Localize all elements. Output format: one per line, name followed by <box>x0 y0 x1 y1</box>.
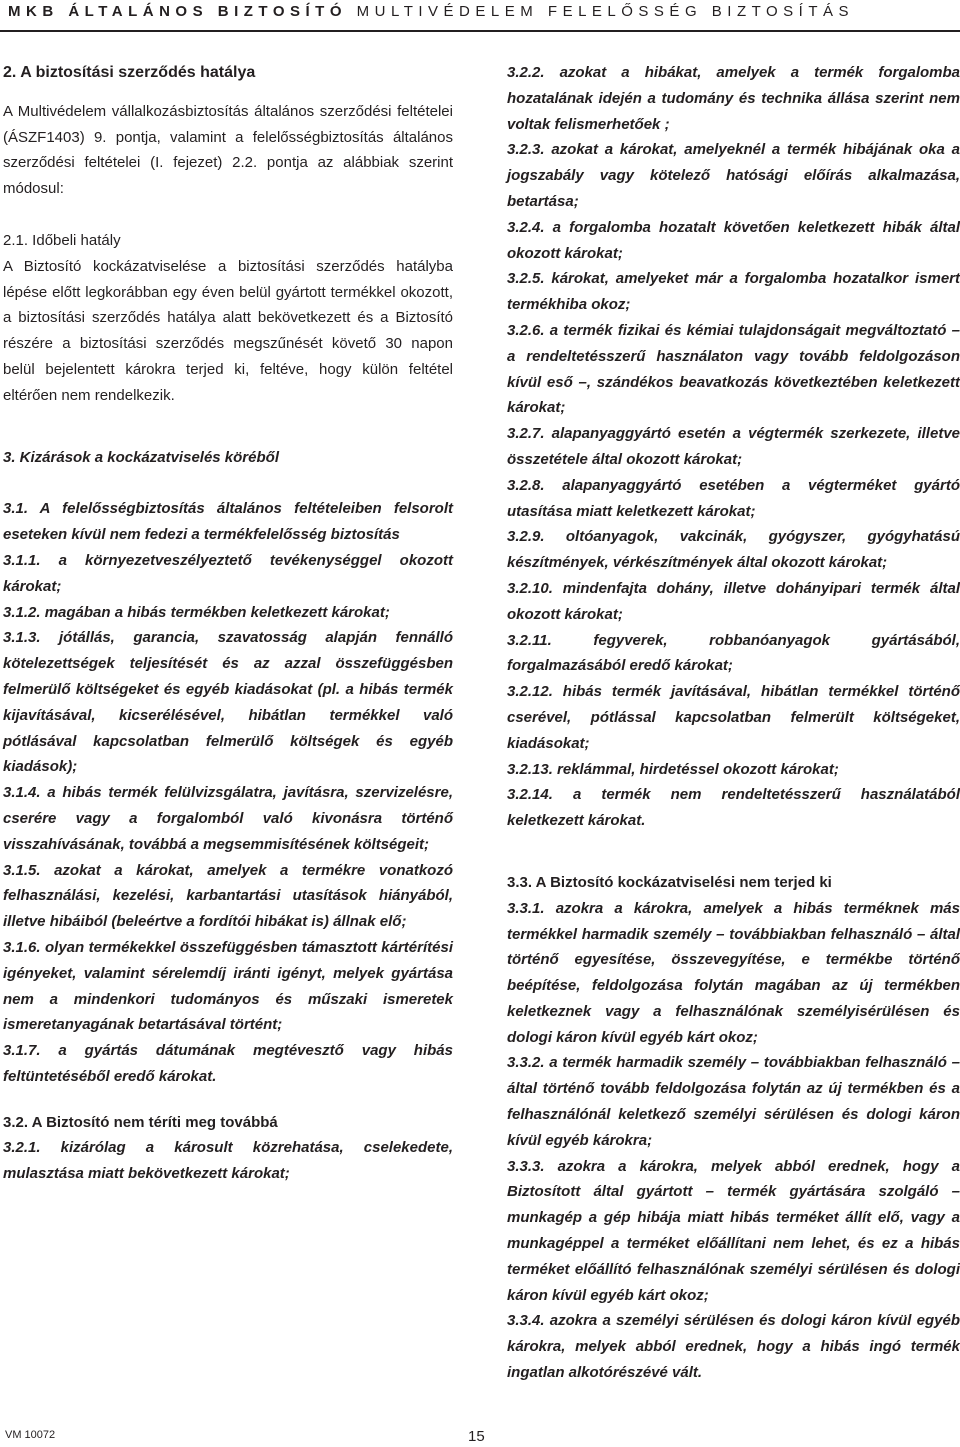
clause-3-1: 3.1. A felelősségbiztosítás általános feltételeiben felsorolt eseteken kívül nem fedezi a termékfelelősség biztosítás <box>3 500 453 544</box>
clause-3-1-3: 3.1.3. jótállás, garancia, szavatosság alapján fennálló kötelezettségek teljesítését és az azzal összefüggésben felmerülő költségeket és egyéb kiadásokat (pl. a hibás termék kijavításával, kicserélésével, hibátlan termékkel való pótlásával kapcsolatban felmerülő költségek és egyéb kiadások); <box>3 629 453 776</box>
clause-3-2-8: 3.2.8. alapanyaggyártó esetében a végterméket gyártó utasítása miatt keletkezett károkat; <box>507 476 960 520</box>
clause-3-2-12: 3.2.12. hibás termék javításával, hibátlan termékkel történő cserével, pótlással kapcsolatban felmerült költségeket, kiadásokat; <box>507 683 960 752</box>
clause-3-2-14: 3.2.14. a termék nem rendeltetésszerű használatából keletkezett károkat. <box>507 786 960 830</box>
clause-3-2-5: 3.2.5. károkat, amelyeket már a forgalomba hozatalkor ismert termékhiba okoz; <box>507 270 960 314</box>
clause-3-2-11: 3.2.11. fegyverek, robbanóanyagok gyártásából, forgalmazásából eredő károkat; <box>507 631 960 675</box>
clause-3-1-5: 3.1.5. azokat a károkat, amelyek a termékre vonatkozó felhasználási, kezelési, karbantartási utasítások hiányából, illetve hibáiból (beleértve a fordítói hibákat is) állnak elő; <box>3 861 453 931</box>
right-column <box>507 60 960 1386</box>
section-2-heading: 2. A biztosítási szerződés hatálya <box>3 64 256 81</box>
clause-3-2-10: 3.2.10. mindenfajta dohány, illetve dohányipari termék által okozott károkat; <box>507 579 960 623</box>
section-2-intro: A Multivédelem vállalkozásbiztosítás általános szerződési feltételei (ÁSZF1403) 9. pontja, valamint a felelősségbiztosítás általános szerződési feltételei (I. fejezet) 2.2. pontja az alábbiak szerint módosul: <box>3 102 453 198</box>
clause-3-1-1: 3.1.1. a környezetveszélyeztető tevékenységgel okozott károkat; <box>3 551 453 595</box>
clause-3-1-7: 3.1.7. a gyártás dátumának megtévesztő vagy hibás feltüntetéséből eredő károkat. <box>3 1042 453 1085</box>
clause-3-2-4: 3.2.4. a forgalomba hozatalt követően keletkezett hibák által okozott károkat; <box>507 218 960 262</box>
clause-3-1-6: 3.1.6. olyan termékekkel összefüggésben támasztott kártérítési igényeket, valamint sérelemdíj iránti igényt, melyek gyártása nem a mindenkori tudományos és műszaki ismeretek ismeretanyagának betartásával történt; <box>3 938 453 1034</box>
clause-3-2-6: 3.2.6. a termék fizikai és kémiai tulajdonságait megváltoztató – a rendeltetésszerű használaton vagy tovább feldolgozáson kívül eső –, szándékos beavatkozás következtében keletkezett károkat; <box>507 321 960 417</box>
clause-3-1-2: 3.1.2. magában a hibás termékben keletkezett károkat; <box>3 603 390 621</box>
clause-3-3-2: 3.3.2. a termék harmadik személy – továbbiakban felhasználó – által történő tovább feldolgozása folytán az új termékben és a felhasználónál keletkező személyi sérülésen és dologi káron kívül egyéb károkra; <box>507 1054 960 1149</box>
section-3-2-heading: 3.2. A Biztosító nem téríti meg továbbá <box>3 1113 278 1131</box>
clause-3-3-3: 3.3.3. azokra a károkra, melyek abból erednek, hogy a Biztosított által gyártott – termék gyártására szolgáló – munkagép a gép hibája miatt hibás terméket állít elő, vagy a munkagéppel a terméket előállítani nem lehet, és ez a hibás terméket előállító felhasználónak személyi sérülésen és dologi káron kívül egyéb kárt okoz; <box>507 1157 960 1304</box>
left-column <box>3 60 453 1187</box>
clause-3-2-2: 3.2.2. azokat a hibákat, amelyek a termék forgalomba hozatalának idején a tudomány és technika állása szerint nem voltak felismerhetőek ; <box>507 64 960 133</box>
page-number: 15 <box>468 1428 485 1445</box>
clause-3-3-1: 3.3.1. azokra a károkra, amelyek a hibás terméknek más termékkel harmadik személy – továbbiakban felhasználó – által történő egyesítése, összevegyítése, e termékbe történő beépítése, feldolgozása folytán magában az új termékben keletkeznek vagy a felhasználónak személyisérülésen és dologi káron kívül egyéb kárt okoz; <box>507 899 960 1046</box>
header-product-name: MULTIVÉDELEM FELELŐSSÉG BIZTOSÍTÁS <box>356 3 855 20</box>
clause-3-3-4: 3.3.4. azokra a személyi sérülésen és dologi káron kívül egyéb károkra, melyek abból erednek, hogy a hibás ingó termék ingatlan alkotórészévé vált. <box>507 1312 960 1382</box>
section-3-heading: 3. Kizárások a kockázatviselés köréből <box>3 448 279 466</box>
section-3-3-heading: 3.3. A Biztosító kockázatviselési nem terjed ki <box>507 873 832 891</box>
header-divider <box>0 30 960 32</box>
clause-3-2-7: 3.2.7. alapanyaggyártó esetén a végtermék szerkezete, illetve összetétele által okozott károkat; <box>507 425 960 468</box>
clause-3-2-9: 3.2.9. oltóanyagok, vakcinák, gyógyszer, gyógyhatású készítmények, vérkészítmények által okozott károkat; <box>507 528 960 572</box>
clause-3-2-3: 3.2.3. azokat a károkat, amelyeknél a termék hibájának oka a jogszabály vagy kötelező hatósági előírás alkalmazása, betartása; <box>507 141 960 210</box>
header-insurer-name: MKB ÁLTALÁNOS BIZTOSÍTÓ <box>8 3 347 20</box>
document-code: VM 10072 <box>5 1429 56 1441</box>
section-2-1-title: 2.1. Időbeli hatály <box>3 231 121 249</box>
section-2-1-text: A Biztosító kockázatviselése a biztosítási szerződés hatályba lépése előtt legkorábban egy éven belül gyártott termékkel okozott, a biztosítási szerződés hatálya alatt bekövetkezett és a Biztosító részére a biztosítási szerződés megszűnését követő 30 napon belül bejelentett károkra terjed ki, feltéve, hogy külön feltétel eltérően nem rendelkezik. <box>3 257 453 404</box>
clause-3-2-1: 3.2.1. kizárólag a károsult közrehatása, cselekedete, mulasztása miatt bekövetkezett károkat; <box>3 1139 453 1183</box>
clause-3-1-4: 3.1.4. a hibás termék felülvizsgálatra, javításra, szervizelésre, cserére vagy a forgalomból való kivonásra történő visszahívásának, továbbá a megsemmisítésének költségeit; <box>3 784 453 853</box>
clause-3-2-13: 3.2.13. reklámmal, hirdetéssel okozott károkat; <box>507 760 839 778</box>
